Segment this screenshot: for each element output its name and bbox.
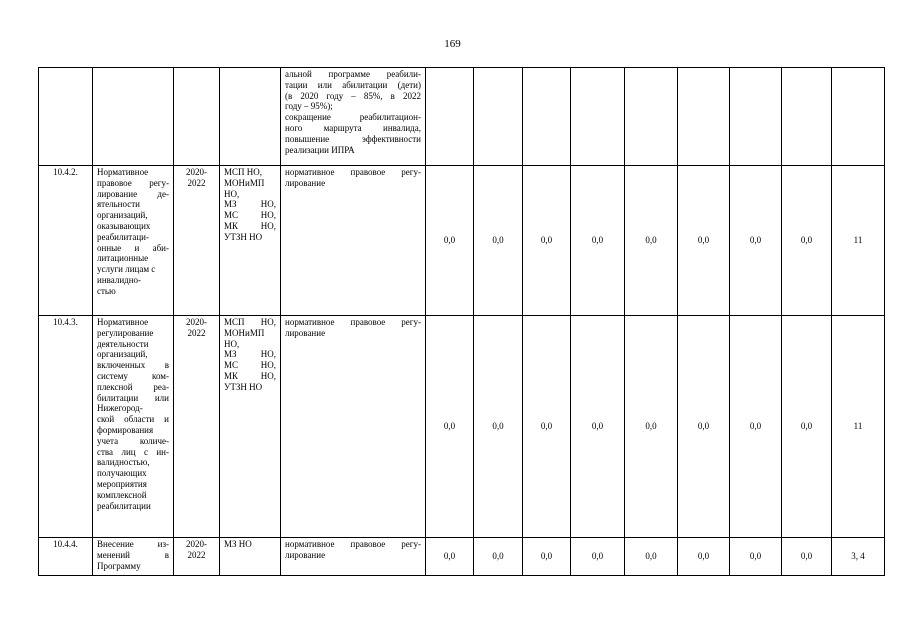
text-line: менений в (97, 549, 169, 560)
text-line: Внесение из- (97, 539, 169, 549)
text-line: 2022 (187, 177, 206, 188)
text-line: реабилитаци- (97, 231, 149, 242)
table-row (39, 538, 885, 576)
value-cell (625, 68, 678, 166)
text-line: ного маршрута инвалида, (285, 122, 421, 133)
program-table (38, 67, 885, 576)
text-line: МСП НО, (224, 317, 276, 327)
text-line: Нормативное (97, 167, 149, 177)
value-cell (474, 68, 523, 166)
value-cell: 0,0 (426, 166, 474, 316)
text-line: нормативное правовое регу- (285, 167, 421, 177)
value-cell: 0,0 (523, 316, 571, 538)
text-line: включенных в (97, 360, 169, 371)
text-line: лирование (285, 177, 326, 188)
text-line: НО, (224, 188, 240, 199)
text-line: МЗ НО (224, 539, 252, 549)
text-line: МК НО, (224, 220, 276, 231)
text-line: лирование де- (97, 188, 169, 199)
text-line: лирование (285, 327, 326, 338)
ref-cell: 11 (832, 166, 885, 316)
value-cell: 0,0 (523, 166, 571, 316)
value-cell: 0,0 (730, 166, 782, 316)
text-line: Нормативное (97, 317, 149, 327)
text-line: ской области и (97, 414, 169, 425)
text-line: 2022 (187, 549, 206, 560)
text-line: УТЗН НО (224, 231, 263, 242)
text-line: повышение эффективности (285, 133, 421, 144)
executor-cell (220, 316, 281, 538)
text-line: реабилитации (97, 500, 151, 511)
result-cell (281, 316, 426, 538)
text-line: МК НО, (224, 370, 276, 381)
executor-cell (220, 68, 281, 166)
value-cell: 0,0 (625, 538, 678, 576)
name-cell (93, 538, 174, 576)
text-line: плексной реа- (97, 381, 169, 392)
value-cell: 0,0 (474, 316, 523, 538)
code-cell: 10.4.4. (39, 538, 93, 576)
text-line: формирования (97, 424, 154, 435)
value-cell: 0,0 (474, 166, 523, 316)
text-line: альной программе реабили- (285, 69, 421, 79)
text-line: нормативное правовое регу- (285, 317, 421, 327)
text-line: Нижегород- (97, 403, 143, 414)
text-line: реализации ИПРА (285, 144, 355, 155)
text-line: учета количе- (97, 435, 169, 446)
text-line: организаций, (97, 349, 148, 360)
value-cell (523, 68, 571, 166)
ref-cell (832, 68, 885, 166)
value-cell: 0,0 (571, 538, 625, 576)
page-number: 169 (444, 38, 461, 50)
value-cell: 0,0 (730, 538, 782, 576)
text-line: онные и аби- (97, 242, 169, 253)
table-row (39, 316, 885, 538)
value-cell: 0,0 (678, 166, 730, 316)
value-cell: 0,0 (625, 316, 678, 538)
text-line: МС НО, (224, 360, 276, 371)
text-line: НО, (224, 338, 240, 349)
value-cell: 0,0 (782, 538, 832, 576)
period-cell (174, 68, 220, 166)
period-cell (174, 166, 220, 316)
ref-cell: 11 (832, 316, 885, 538)
text-line: МЗ НО, (224, 199, 276, 210)
name-cell (93, 316, 174, 538)
text-line: ства лиц с ин- (97, 446, 169, 457)
text-line: 2020- (186, 167, 207, 177)
name-cell (93, 68, 174, 166)
value-cell (678, 68, 730, 166)
executor-cell (220, 166, 281, 316)
text-line: году – 95%); (285, 101, 333, 112)
text-line: ятельности (97, 199, 140, 210)
text-line: получающих (97, 468, 147, 479)
indicator-cell (281, 68, 426, 166)
text-line: регулирование (97, 327, 154, 338)
code-cell: 10.4.3. (39, 316, 93, 538)
value-cell (571, 68, 625, 166)
table-row (39, 166, 885, 316)
code-cell: 10.4.2. (39, 166, 93, 316)
text-line: услуги лицам с (97, 264, 156, 275)
text-line: МОНиМП (224, 327, 265, 338)
text-line: МС НО, (224, 210, 276, 221)
period-cell (174, 538, 220, 576)
text-line: правовое регу- (97, 177, 169, 188)
text-line: инвалидно- (97, 274, 142, 285)
text-line: МЗ НО, (224, 349, 276, 360)
period-cell (174, 316, 220, 538)
value-cell: 0,0 (625, 166, 678, 316)
value-cell (426, 68, 474, 166)
text-line: оказывающих (97, 220, 151, 231)
text-line: валидностью, (97, 457, 150, 468)
value-cell (730, 68, 782, 166)
ref-cell: 3, 4 (832, 538, 885, 576)
text-line: 2022 (187, 327, 206, 338)
text-line: (в 2020 году – 85%, в 2022 (285, 90, 421, 101)
name-cell (93, 166, 174, 316)
text-line: 2020- (186, 317, 207, 327)
text-line: систему ком- (97, 370, 169, 381)
text-line: мероприятия (97, 478, 147, 489)
value-cell: 0,0 (730, 316, 782, 538)
text-line: литационные (97, 253, 149, 264)
executor-cell (220, 538, 281, 576)
text-line: стью (97, 285, 116, 296)
text-line: нормативное правовое регу- (285, 539, 421, 549)
value-cell (782, 68, 832, 166)
result-cell (281, 166, 426, 316)
value-cell: 0,0 (426, 316, 474, 538)
value-cell: 0,0 (782, 316, 832, 538)
text-line: МОНиМП (224, 177, 265, 188)
text-line: комплексной (97, 489, 147, 500)
text-line: Программу (97, 560, 141, 571)
text-line: УТЗН НО (224, 381, 263, 392)
text-line: деятельности (97, 338, 149, 349)
code-cell (39, 68, 93, 166)
value-cell: 0,0 (678, 538, 730, 576)
value-cell: 0,0 (782, 166, 832, 316)
text-line: организаций, (97, 210, 148, 221)
text-line: билитации или (97, 392, 169, 403)
result-cell (281, 538, 426, 576)
text-line: сокращение реабилитацион- (285, 112, 421, 123)
text-line: лирование (285, 549, 326, 560)
value-cell: 0,0 (474, 538, 523, 576)
table-row (39, 68, 885, 166)
text-line: тации или абилитации (дети) (285, 79, 421, 90)
value-cell: 0,0 (678, 316, 730, 538)
value-cell: 0,0 (426, 538, 474, 576)
value-cell: 0,0 (571, 166, 625, 316)
text-line: МСП НО, (224, 167, 263, 177)
value-cell: 0,0 (571, 316, 625, 538)
text-line: 2020- (186, 539, 207, 549)
value-cell: 0,0 (523, 538, 571, 576)
